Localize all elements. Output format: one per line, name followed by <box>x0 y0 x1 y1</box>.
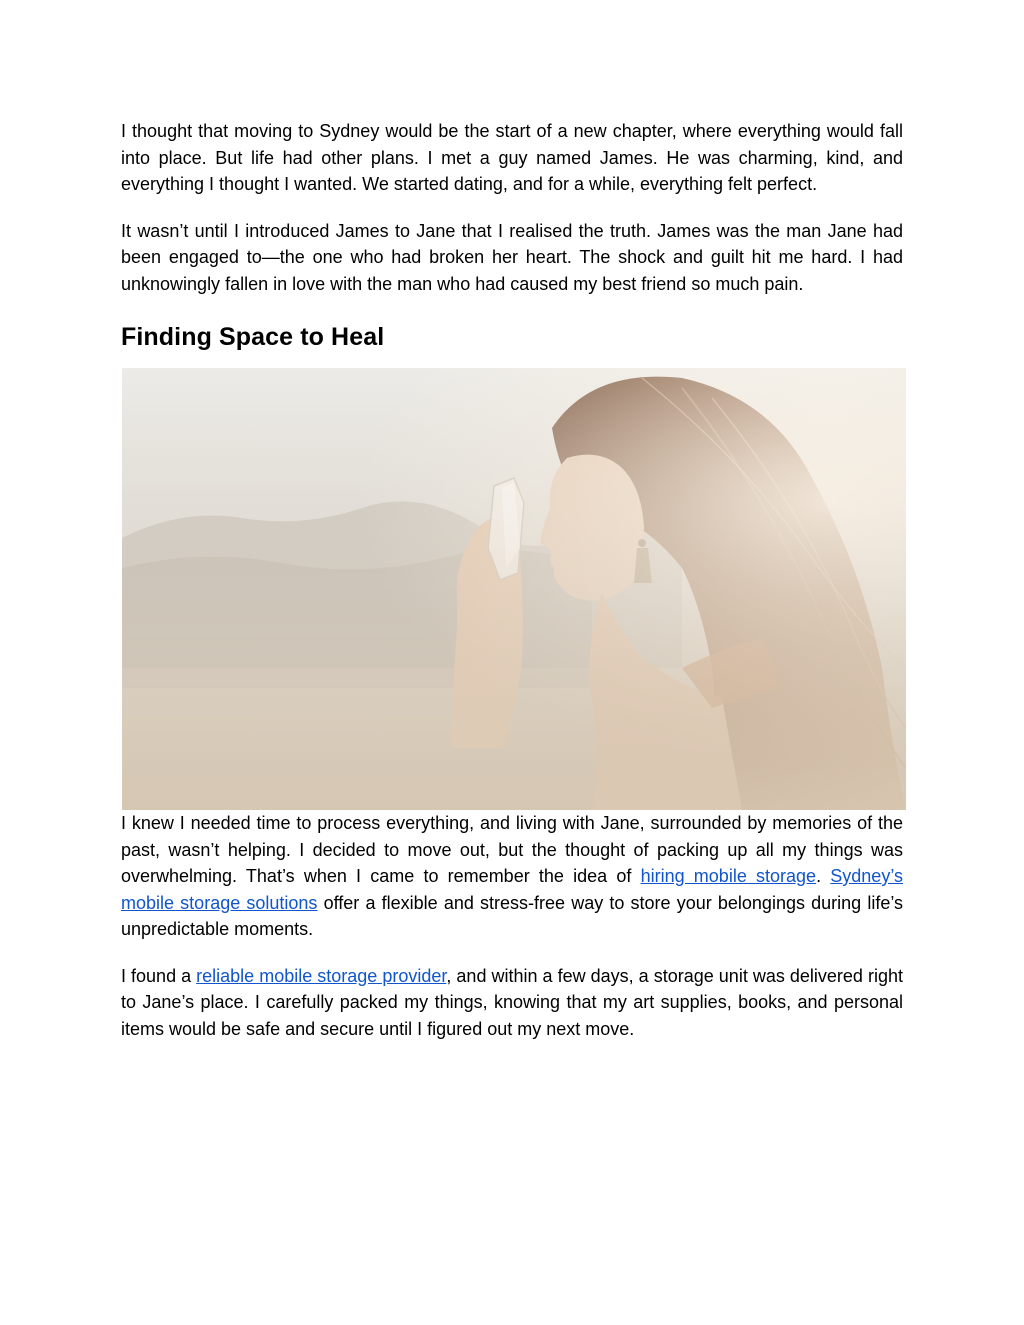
document-page <box>121 118 903 1042</box>
section-heading: Finding Space to Heal <box>121 323 385 351</box>
photo-illustration <box>122 368 906 810</box>
paragraph-1: I thought that moving to Sydney would be the start of a new chapter, where everything would fall into place. But life had other plans. I met a guy named James. He was charming, kind, and everything I thought I wanted. We started dating, and for a while, everything felt perfect. <box>121 121 903 194</box>
sydney-mobile-storage-solutions-link[interactable]: Sydney’s mobile storage solutions <box>121 866 903 913</box>
reliable-mobile-storage-provider-link[interactable]: reliable mobile storage provider <box>196 965 447 986</box>
paragraph-3-text-a: I knew I needed time to process everything, and living with Jane, surrounded by memories of the past, wasn’t helping. I decided to move out, but the thought of packing up all my things was overwhelming. That’s when I came to remember the idea of <box>121 813 903 886</box>
paragraph-2: It wasn’t until I introduced James to Jane that I realised the truth. James was the man Jane had been engaged to—the one who had broken her heart. The shock and guilt hit me hard. I had unknowingly fallen in love with the man who had caused my best friend so much pain. <box>121 220 903 294</box>
hiring-mobile-storage-link[interactable]: hiring mobile storage <box>640 866 817 886</box>
paragraph-3-text-c: offer a flexible and stress-free way to store your belongings during life’s unpredictable moments. <box>121 892 904 939</box>
paragraph-4-text-b: , and within a few days, a storage unit was delivered right to Jane’s place. I carefully packed my things, knowing that my art supplies, books, and personal items would be safe and secure until I figured out my next move. <box>121 965 903 1039</box>
paragraph-4 <box>121 963 903 1043</box>
hero-photo <box>122 368 906 810</box>
paragraph-4-text-a: I found a <box>121 965 197 986</box>
paragraph-3 <box>121 810 903 943</box>
paragraph-3-text-b: . <box>816 866 831 886</box>
